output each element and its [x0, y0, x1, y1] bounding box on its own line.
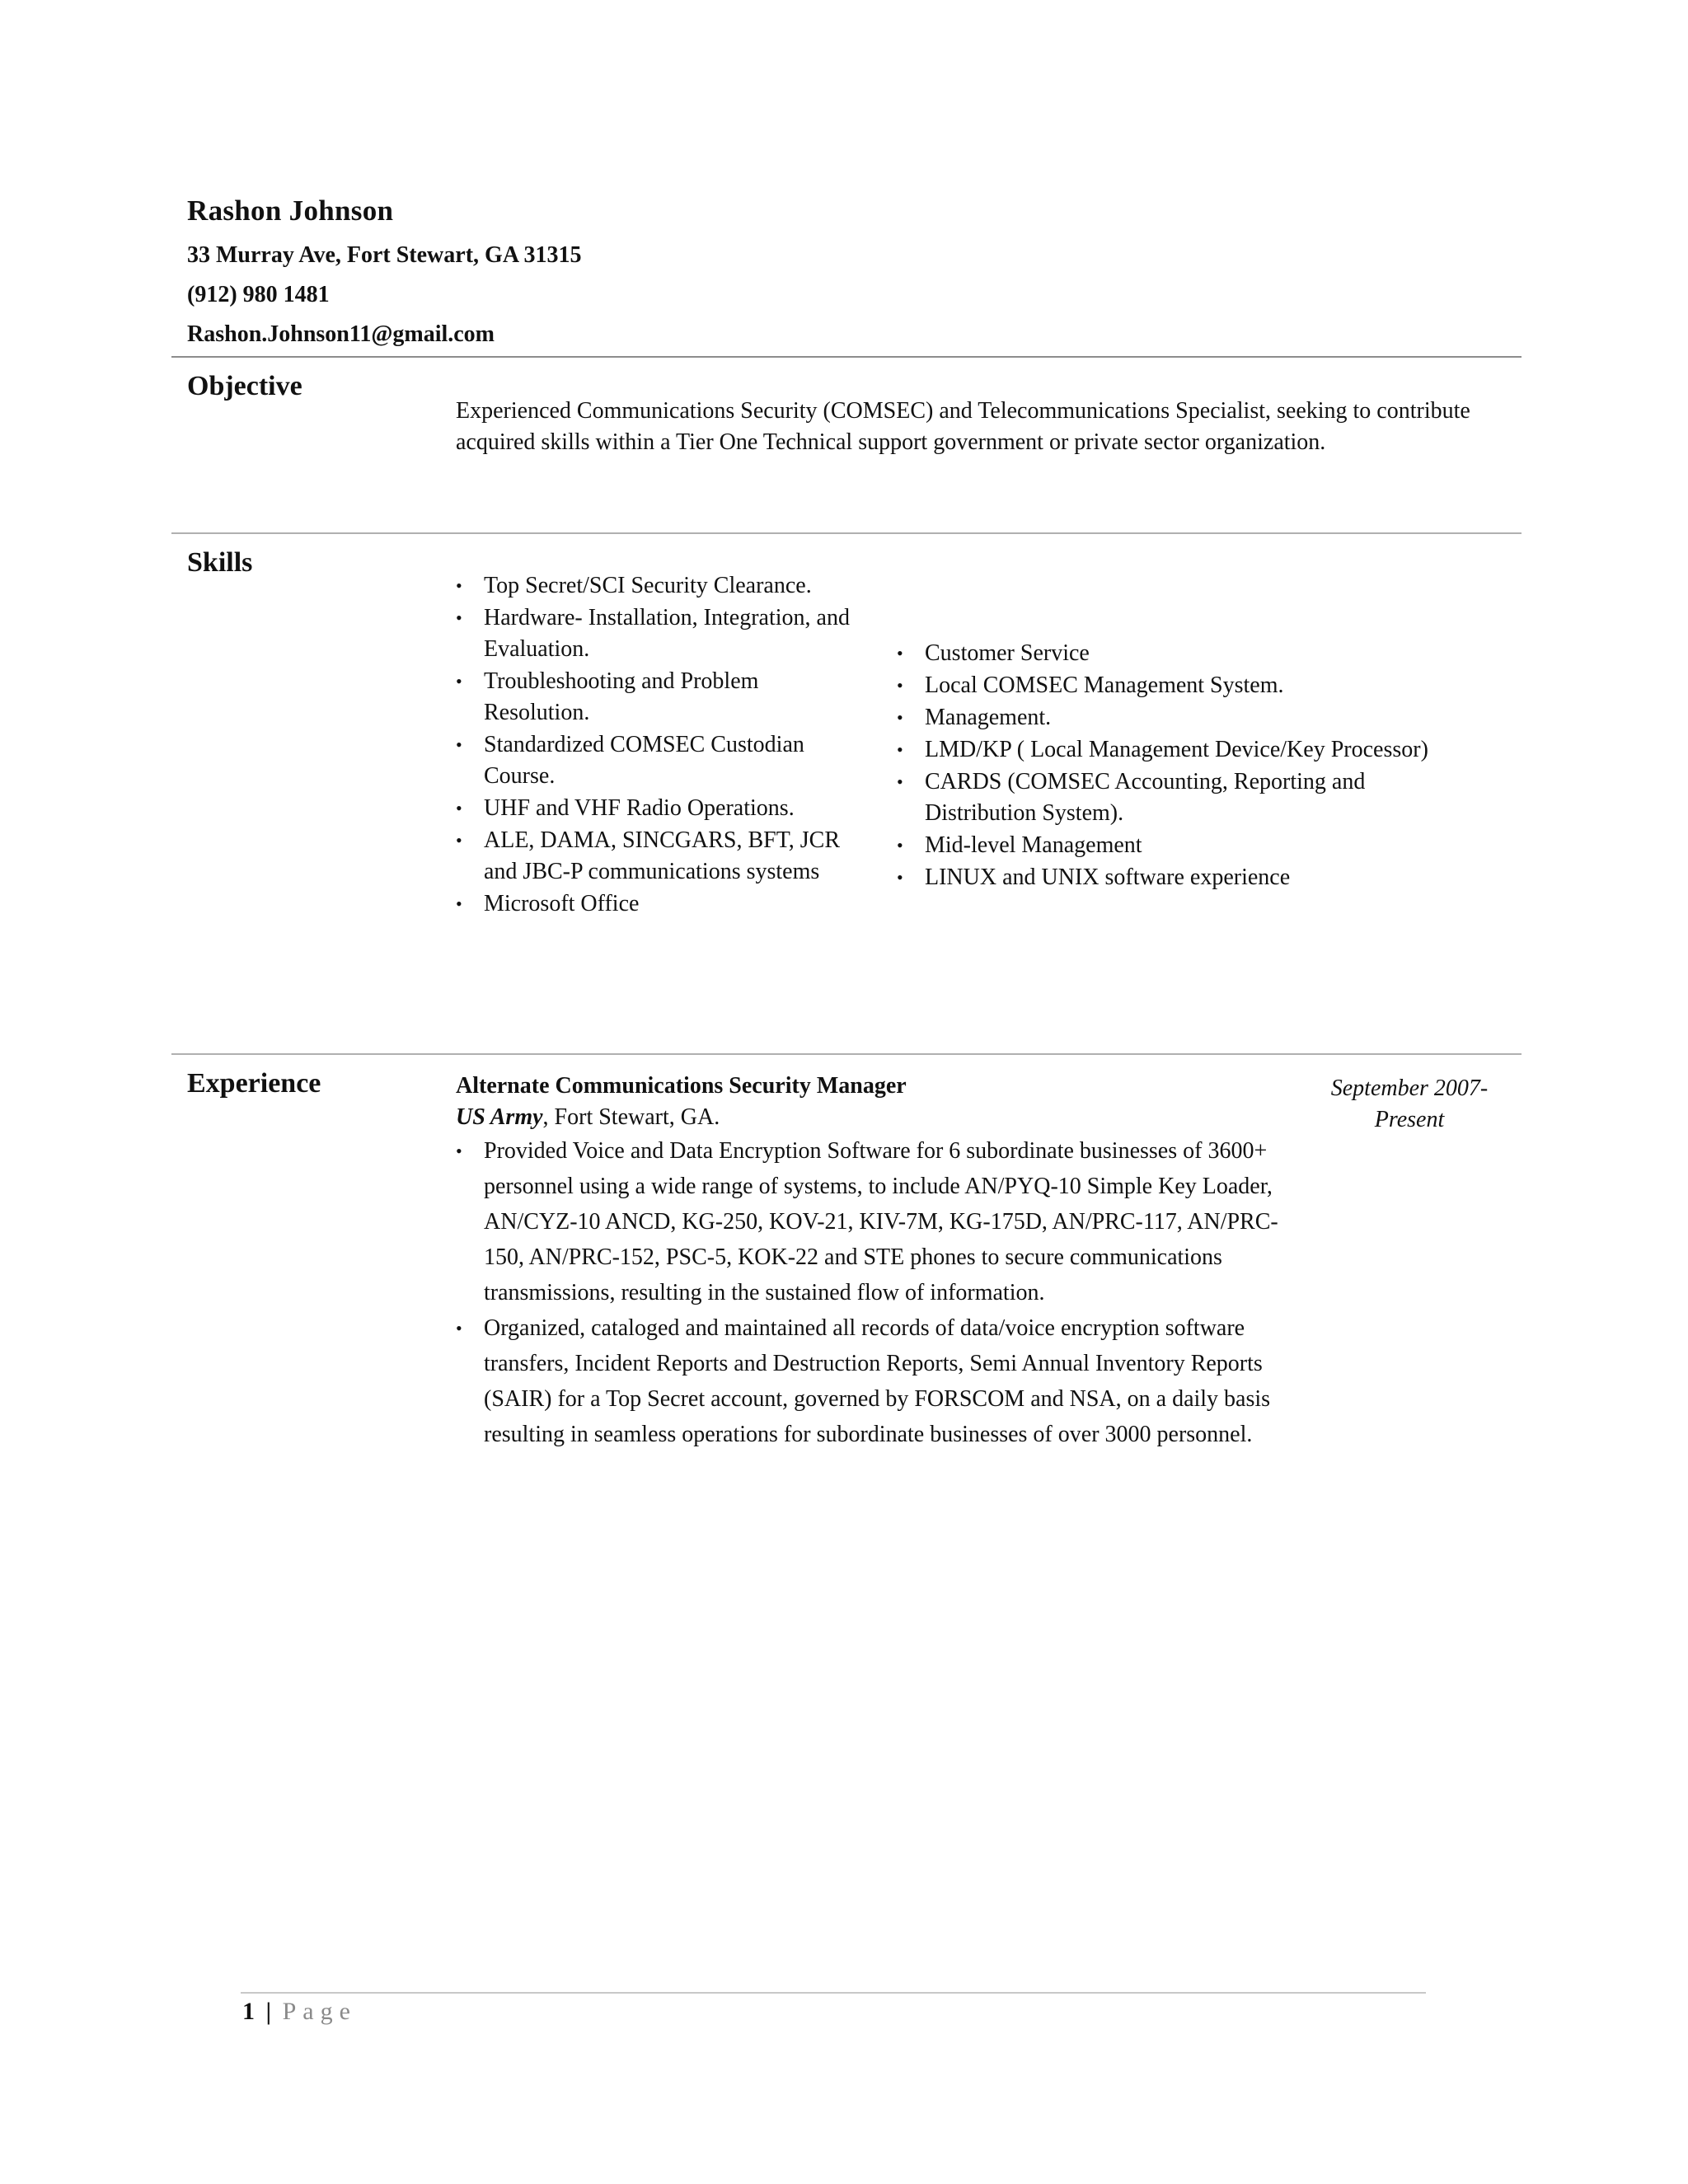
skills-column-left [456, 570, 868, 921]
page-footer [242, 1998, 357, 2026]
email-address: Rashon.Johnson11@gmail.com [187, 321, 495, 347]
skill-item: • UHF and VHF Radio Operations. [456, 793, 868, 824]
divider-objective [171, 532, 1522, 534]
skill-item: • CARDS (COMSEC Accounting, Reporting and Distribution System). [897, 766, 1474, 829]
skill-item: • Troubleshooting and Problem Resolution. [456, 666, 868, 729]
job-title: Alternate Communications Security Manager [456, 1073, 907, 1099]
skill-item: • Customer Service [897, 638, 1474, 669]
objective-heading: Objective [187, 371, 302, 401]
address: 33 Murray Ave, Fort Stewart, GA 31315 [187, 242, 582, 268]
candidate-name: Rashon Johnson [187, 194, 394, 227]
page-number: 1 [242, 1998, 255, 2025]
skill-item: • Management. [897, 702, 1474, 733]
skills-column-right [897, 638, 1474, 894]
job-employer-line [456, 1104, 720, 1131]
job-responsibilities [456, 1133, 1296, 1452]
responsibility-item: • Organized, cataloged and maintained all records of data/voice encryption software transfers, Incident Reports and Destruction Reports, Semi Annual Inventory Reports (SAIR) for a Top Secret account, governed by FORSCOM and NSA, on a daily basis resulting in seamless operations for subordinate businesses of over 3000 personnel. [456, 1310, 1296, 1452]
divider-skills [171, 1053, 1522, 1055]
job-dates-end: Present [1374, 1107, 1445, 1132]
responsibility-item: • Provided Voice and Data Encryption Software for 6 subordinate businesses of 3600+ personnel using a wide range of systems, to include AN/PYQ-10 Simple Key Loader, AN/CYZ-10 ANCD, KG-250, KOV-21, KIV-7M, KG-175D, AN/PRC-117, AN/PRC-150, AN/PRC-152, PSC-5, KOK-22 and STE phones to secure communications transmissions, resulting in the sustained flow of information. [456, 1133, 1296, 1310]
phone-number: (912) 980 1481 [187, 282, 330, 307]
skill-item: • Hardware- Installation, Integration, and Evaluation. [456, 602, 868, 665]
skill-item: • Top Secret/SCI Security Clearance. [456, 570, 868, 602]
divider-header [171, 356, 1522, 358]
objective-text: Experienced Communications Security (COMSEC) and Telecommunications Specialist, seeking to contribute acquired skills within a Tier One Technical support government or private sector organization. [456, 398, 1470, 455]
footer-divider [241, 1992, 1426, 1994]
job-dates [1311, 1073, 1508, 1136]
skill-item: • LINUX and UNIX software experience [897, 862, 1474, 893]
job-location: , Fort Stewart, GA. [542, 1104, 720, 1130]
skill-item: • Local COMSEC Management System. [897, 670, 1474, 701]
skill-item: • Microsoft Office [456, 888, 868, 920]
experience-heading: Experience [187, 1068, 321, 1099]
footer-separator: | [265, 1998, 272, 2025]
skill-item: • LMD/KP ( Local Management Device/Key Processor) [897, 734, 1474, 766]
skill-item: • ALE, DAMA, SINCGARS, BFT, JCR and JBC-P communications systems [456, 825, 868, 888]
skill-item: • Mid-level Management [897, 830, 1474, 861]
skill-item: • Standardized COMSEC Custodian Course. [456, 729, 868, 792]
skills-heading: Skills [187, 547, 253, 578]
job-dates-start: September 2007- [1330, 1076, 1489, 1101]
page-label: Page [282, 1998, 357, 2025]
employer-name: US Army [456, 1104, 543, 1130]
